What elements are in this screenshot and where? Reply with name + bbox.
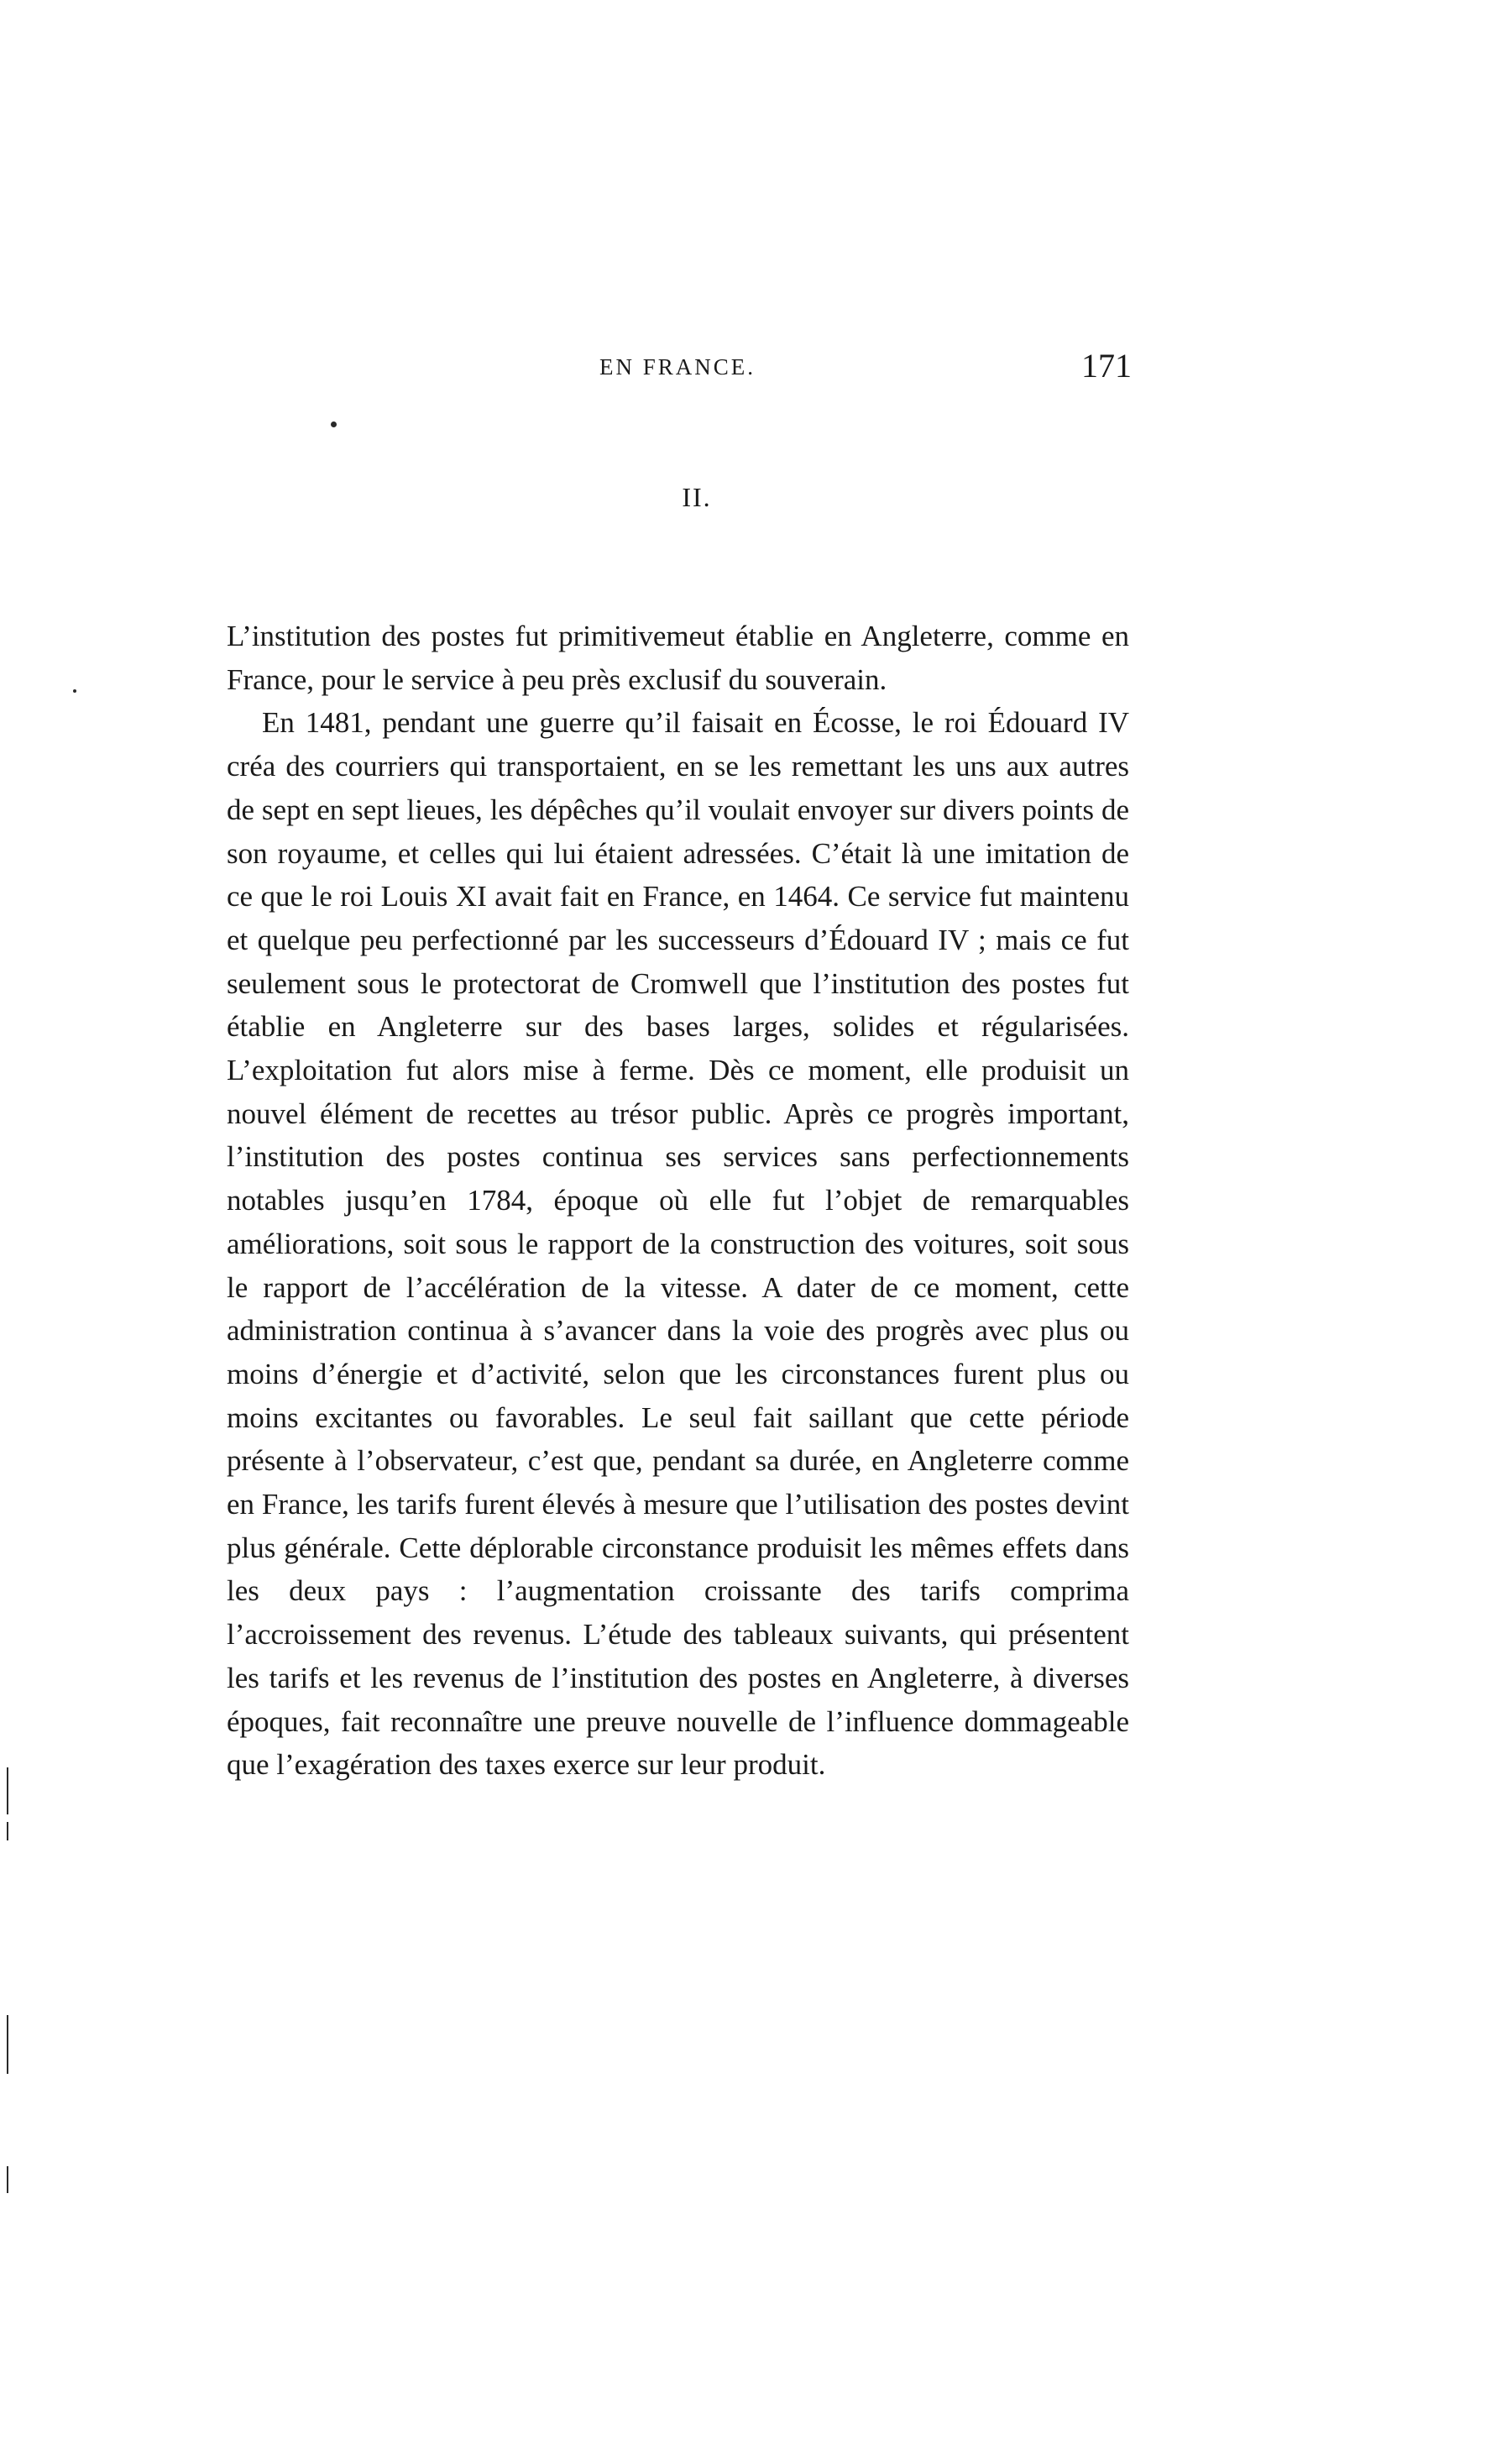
margin-line [7, 1822, 8, 1840]
margin-line [7, 1767, 8, 1814]
body-text [227, 615, 1129, 1787]
speck-dot [73, 689, 76, 693]
running-title: EN FRANCE. [599, 354, 756, 380]
section-heading: II. [682, 482, 712, 512]
paragraph-1: L’institution des postes fut primitivemeut établie en Angleterre, comme en France, pour le service à peu près exclusif du souverain. [227, 620, 1129, 696]
speck-dot [331, 421, 337, 427]
margin-line [7, 2015, 8, 2074]
page-number: 171 [1081, 347, 1132, 385]
margin-line [7, 2166, 8, 2193]
running-header [588, 343, 1132, 393]
paragraph-2: En 1481, pendant une guerre qu’il faisait en Écosse, le roi Édouard IV créa des courriers qui transportaient, en se les remettant les uns aux autres de sept en sept lieues, les dépêches qu’il voulait envoyer sur divers points de son royaume, et celles qui lui étaient adressées. C’était là une imitation de ce que le roi Louis XI avait fait en France, en 1464. Ce service fut maintenu et quelque peu perfectionné par les successeurs d’Édouard IV ; mais ce fut seulement sous le protectorat de Cromwell que l’institution des postes fut établie en Angleterre sur des bases larges, solides et régularisées. L’exploitation fut alors mise à ferme. Dès ce moment, elle produisit un nouvel élément de recettes au trésor public. Après ce progrès important, l’institution des postes continua ses services sans perfectionnements notables jusqu’en 1784, époque où elle fut l’objet de remarquables améliorations, soit sous le rapport de la construction des voitures, soit sous le rapport de l’accélération de la vitesse. A dater de ce moment, cette administration continua à s’avancer dans la voie des progrès avec plus ou moins d’énergie et d’activité, selon que les circonstances furent plus ou moins excitantes ou favorables. Le seul fait saillant que cette période présente à l’observateur, c’est que, pendant sa durée, en Angleterre comme en France, les tarifs furent élevés à mesure que l’utilisation des postes devint plus générale. Cette déplorable circonstance produisit les mêmes effets dans les deux pays : l’augmentation croissante des tarifs comprima l’accroissement des revenus. L’étude des tableaux suivants, qui présentent les tarifs et les revenus de l’institution des postes en Angleterre, à diverses époques, fait reconnaître une preuve nouvelle de l’influence dommageable que l’exagération des taxes exerce sur leur produit. [227, 706, 1129, 1782]
